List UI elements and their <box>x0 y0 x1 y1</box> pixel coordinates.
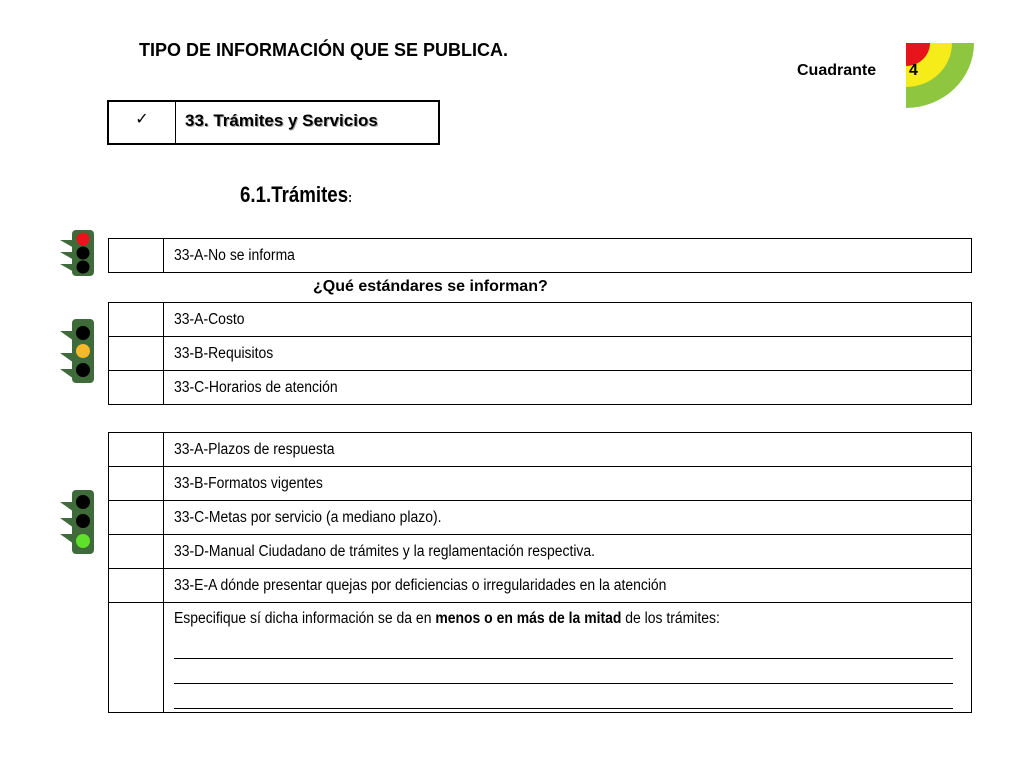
standards-question: ¿Qué estándares se informan? <box>313 278 548 295</box>
checkbox-cell[interactable] <box>109 535 164 569</box>
checkbox-cell[interactable] <box>109 239 164 273</box>
row-label: 33-B-Formatos vigentes <box>164 467 972 501</box>
row-label: 33-A-No se informa <box>164 239 972 273</box>
row-label: 33-A-Plazos de respuesta <box>164 433 972 467</box>
item-header <box>107 100 440 145</box>
quadrant-number: 4 <box>909 62 918 79</box>
specify-text: Especifique sí dicha información se da en menos o en más de la mitad de los trámites: <box>174 610 720 627</box>
checkbox-cell[interactable] <box>109 603 164 713</box>
answer-line[interactable] <box>174 684 953 709</box>
section-title-text: 6.1.Trámites <box>240 182 349 207</box>
row-label: 33-A-Costo <box>164 303 972 337</box>
table-row <box>109 569 972 603</box>
checkmark[interactable]: ✓ <box>109 102 176 143</box>
item-label: 33. Trámites y Servicios <box>185 111 378 130</box>
basic-standards-table <box>108 302 972 405</box>
checkbox-cell[interactable] <box>109 467 164 501</box>
traffic-light-yellow-icon <box>60 317 96 385</box>
checkbox-cell[interactable] <box>109 337 164 371</box>
not-informed-table <box>108 238 972 273</box>
advanced-standards-table <box>108 432 972 713</box>
traffic-light-green-icon <box>60 488 96 556</box>
table-row <box>109 433 972 467</box>
page-title: TIPO DE INFORMACIÓN QUE SE PUBLICA. <box>139 40 509 60</box>
row-label: 33-D-Manual Ciudadano de trámites y la reglamentación respectiva. <box>164 535 972 569</box>
checkbox-cell[interactable] <box>109 569 164 603</box>
quadrant-label: Cuadrante <box>797 62 877 79</box>
section-title-colon: : <box>348 189 353 205</box>
answer-line[interactable] <box>174 628 953 659</box>
traffic-light-red-icon <box>60 228 96 278</box>
table-row <box>109 501 972 535</box>
table-row <box>109 303 972 337</box>
row-label: 33-E-A dónde presentar quejas por deficiencias o irregularidades en la atención <box>164 569 972 603</box>
table-row <box>109 337 972 371</box>
checkbox-cell[interactable] <box>109 303 164 337</box>
table-row <box>109 467 972 501</box>
table-row <box>109 239 972 273</box>
table-row <box>109 535 972 569</box>
table-row <box>109 371 972 405</box>
answer-line[interactable] <box>174 659 953 684</box>
row-label: 33-C-Metas por servicio (a mediano plazo). <box>164 501 972 535</box>
checkbox-cell[interactable] <box>109 371 164 405</box>
checkbox-cell[interactable] <box>109 501 164 535</box>
checkbox-cell[interactable] <box>109 433 164 467</box>
row-label: 33-C-Horarios de atención <box>164 371 972 405</box>
row-label: 33-B-Requisitos <box>164 337 972 371</box>
section-title <box>240 182 352 208</box>
specify-cell <box>164 603 972 713</box>
table-row <box>109 603 972 713</box>
